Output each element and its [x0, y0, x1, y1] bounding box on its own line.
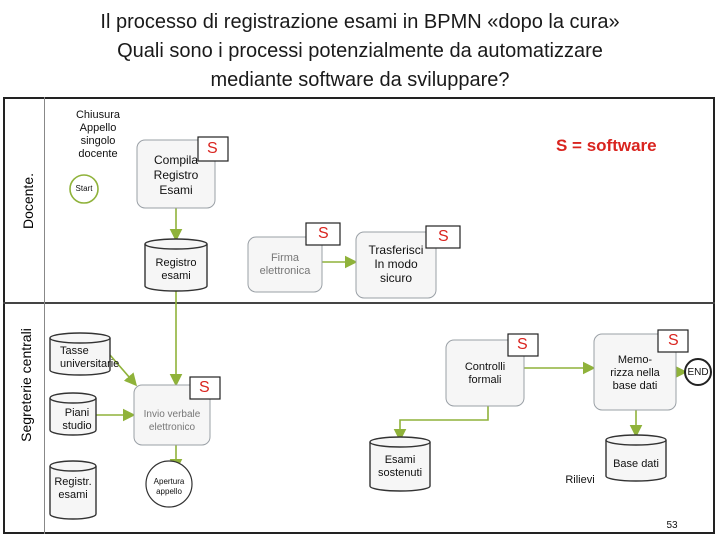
memorizza-label: Memo- rizza nella base dati	[610, 354, 660, 392]
rilievi-label: Rilievi	[565, 474, 595, 486]
compila-registro-label: Compila Registro Esami	[153, 153, 199, 197]
s-label-memorizza: S	[668, 332, 679, 349]
piani-studio-label: Piani studio	[62, 407, 92, 432]
tasse-universitarie-label: Tasse universitarie	[60, 345, 120, 370]
trasferisci-label: Trasferisci In modo sicuro	[368, 243, 424, 285]
flow-controlli-to-esami	[400, 405, 488, 440]
title-line-2: Quali sono i processi potenzialmente da automatizzare	[117, 40, 603, 62]
controlli-formali-label: Controlli formali	[464, 361, 506, 386]
title-line-3: mediante software da sviluppare?	[210, 69, 510, 91]
page-number: 53	[666, 520, 678, 531]
apertura-appello-label: Apertura appello	[153, 477, 185, 496]
s-label-controlli: S	[517, 336, 528, 353]
lane-label-docente: Docente.	[20, 172, 36, 230]
firma-elettronica-label: Firma elettronica	[259, 252, 311, 277]
s-label-invio: S	[199, 379, 210, 396]
base-dati-label: Base dati	[613, 458, 659, 470]
end-label: END	[687, 367, 709, 378]
s-label-trasferisci: S	[438, 228, 449, 245]
esami-sostenuti-label: Esami sostenuti	[377, 454, 423, 479]
chiusura-appello-label: Chiusura Appello singolo docente	[75, 109, 121, 160]
invio-verbale-label: Invio verbale elettronico	[143, 409, 201, 433]
registr-esami-label: Registr. esami	[54, 476, 92, 501]
legend-software: S = software	[556, 136, 657, 155]
registro-esami-label: Registro esami	[155, 257, 197, 282]
s-label-registro: S	[318, 225, 329, 242]
title-line-1: Il processo di registrazione esami in BPMN «dopo la cura»	[100, 11, 620, 33]
lane-label-segreterie: Segreterie centrali	[18, 328, 34, 442]
start-label: Start	[75, 184, 93, 193]
s-label-compila: S	[207, 140, 218, 157]
